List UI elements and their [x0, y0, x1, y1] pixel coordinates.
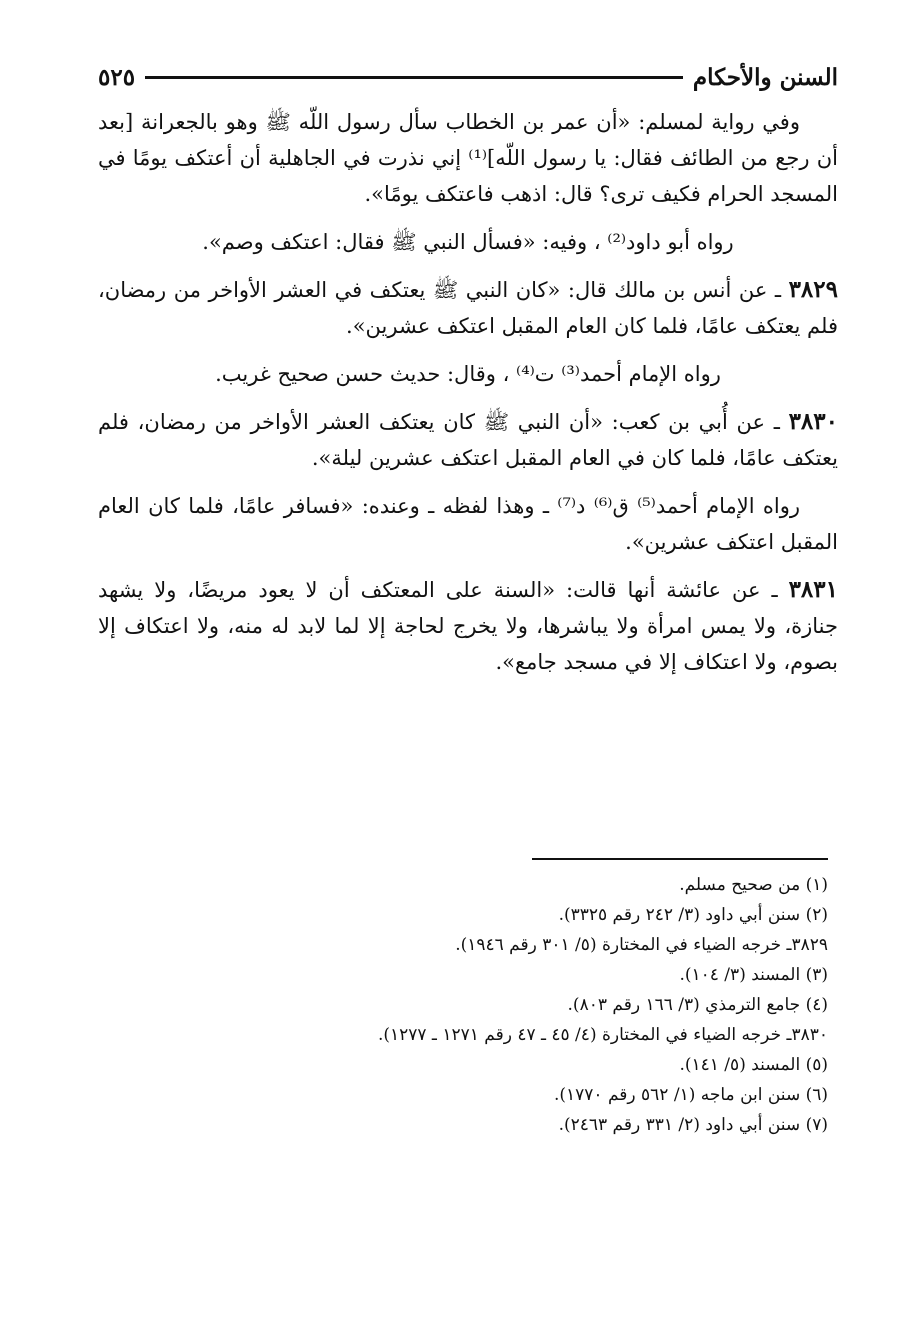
hadith-text: ـ عن عائشة أنها قالت: «السنة على المعتكف أن لا يعود مريضًا، ولا يشهد جنازة، ولا يمس امرأة ولا يباشرها، ولا يخرج لحاجة إلا لما لابد له منه، ولا اعتكاف إلا بصوم، ولا اعتكاف إلا في مسجد جامع». [98, 578, 838, 674]
footnote-item: (٣) المسند (٣/ ١٠٤). [679, 965, 828, 985]
hadith-number: ٣٨٣٠ [788, 408, 838, 435]
hadith-text: ـ عن أُبي بن كعب: «أن النبي ﷺ كان يعتكف العشر الأواخر من رمضان، فلم يعتكف عامًا، فلما كان في العام المقبل اعتكف عشرين ليلة». [98, 410, 838, 470]
paragraph-ahmad-tirmidhi-reference [98, 356, 838, 392]
paragraph-text: رواه الإمام أحمد⁽³⁾ ت⁽⁴⁾ ، وقال: حديث حسن صحيح غريب. [215, 362, 721, 386]
paragraph-muslim-narration [98, 104, 838, 212]
chapter-title: السنن والأحكام [692, 63, 838, 91]
page-number: ٥٢٥ [98, 63, 136, 91]
footnote-item: ٣٨٣٠ـ خرجه الضياء في المختارة (٤/ ٤٥ ـ ٤٧ رقم ١٢٧١ ـ ١٢٧٧). [377, 1025, 828, 1045]
footnote-item: ٣٨٢٩ـ خرجه الضياء في المختارة (٥/ ٣٠١ رقم ١٩٤٦). [455, 935, 828, 955]
footnote-separator [532, 858, 828, 860]
footnote-item: (٦) سنن ابن ماجه (١/ ٥٦٢ رقم ١٧٧٠). [553, 1085, 828, 1105]
hadith-number: ٣٨٢٩ [788, 276, 838, 303]
footnote-item: (٢) سنن أبي داود (٣/ ٢٤٢ رقم ٣٣٢٥). [558, 905, 828, 925]
header-rule [145, 76, 683, 79]
footnote-item: (٧) سنن أبي داود (٢/ ٣٣١ رقم ٢٤٦٣). [558, 1115, 828, 1135]
hadith-text: ـ عن أنس بن مالك قال: «كان النبي ﷺ يعتكف في العشر الأواخر من رمضان، فلم يعتكف عامًا، فلما كان العام المقبل اعتكف عشرين». [98, 278, 838, 338]
hadith-3830 [98, 404, 838, 476]
footnote-item: (٥) المسند (٥/ ١٤١). [679, 1055, 828, 1075]
running-header [98, 60, 838, 94]
hadith-3831 [98, 572, 838, 680]
paragraph-text: وفي رواية لمسلم: «أن عمر بن الخطاب سأل رسول اللّه ﷺ وهو بالجعرانة [بعد أن رجع من الطائف فقال: يا رسول اللّه]⁽¹⁾ إني نذرت في الجاهلية أن أعتكف يومًا في المسجد الحرام فكيف ترى؟ قال: اذهب فاعتكف يومًا». [98, 110, 838, 206]
footnotes-list [98, 870, 828, 1140]
footnote-item: (٤) جامع الترمذي (٣/ ١٦٦ رقم ٨٠٣). [567, 995, 828, 1015]
hadith-number: ٣٨٣١ [788, 576, 838, 603]
hadith-3829 [98, 272, 838, 344]
main-text [98, 104, 838, 692]
paragraph-text: رواه أبو داود⁽²⁾ ، وفيه: «فسأل النبي ﷺ فقال: اعتكف وصم». [202, 230, 734, 254]
footnote-item: (١) من صحيح مسلم. [679, 875, 828, 895]
paragraph-text: رواه الإمام أحمد⁽⁵⁾ ق⁽⁶⁾ د⁽⁷⁾ ـ وهذا لفظه ـ وعنده: «فسافر عامًا، فلما كان العام المقبل اعتكف عشرين». [98, 494, 838, 554]
paragraph-abu-dawud-reference [98, 224, 838, 260]
paragraph-ahmad-ibn-majah-reference [98, 488, 838, 560]
